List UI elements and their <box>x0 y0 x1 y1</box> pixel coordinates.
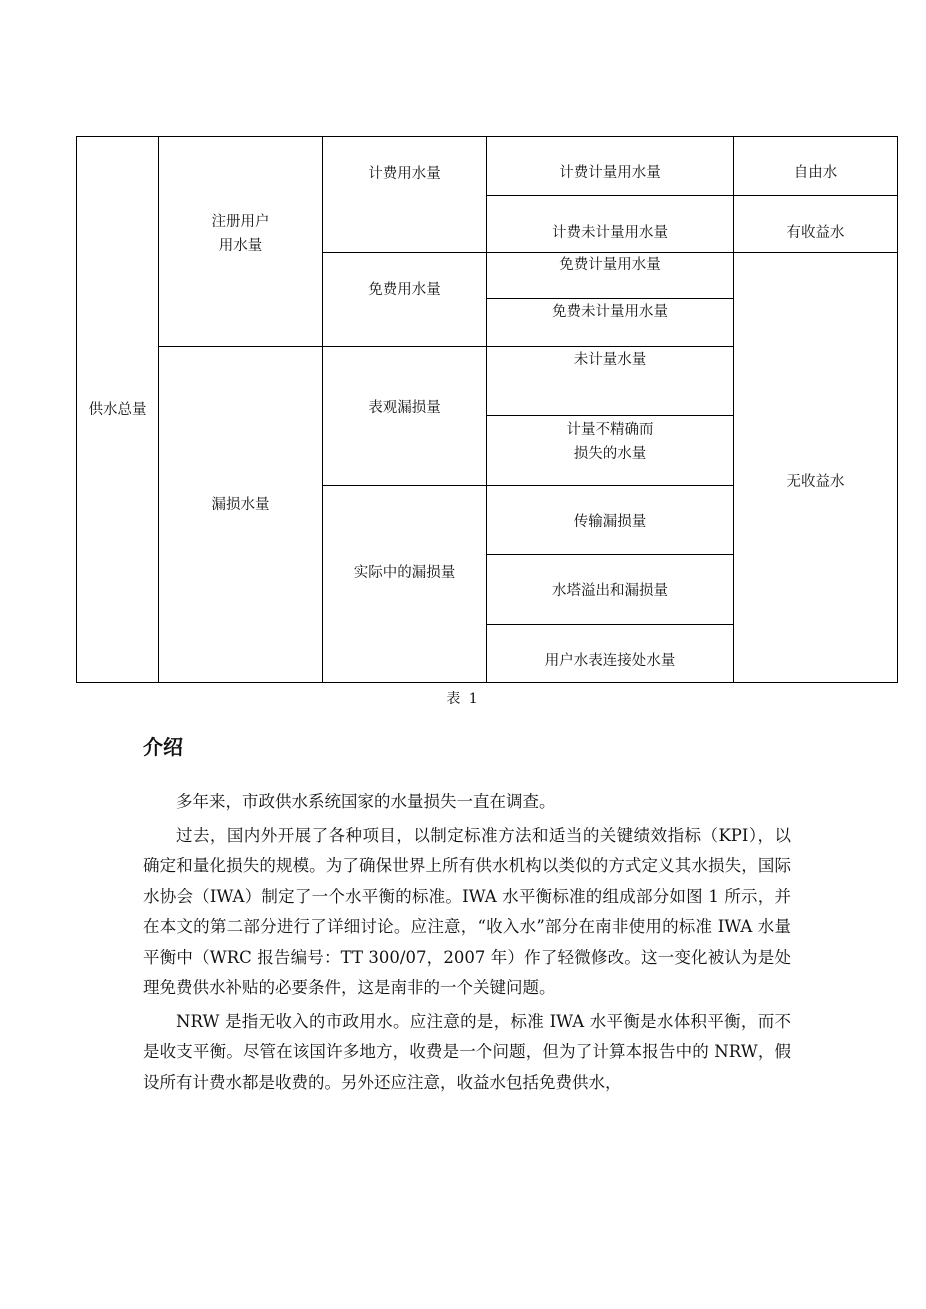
cell-non-revenue-water <box>734 253 897 711</box>
cell-text: 自由水 <box>793 165 838 181</box>
cell-text: 免费用水量 <box>368 281 441 298</box>
cell-text: 免费未计量用水量 <box>552 304 668 320</box>
cell-text: 未计量水量 <box>573 352 647 368</box>
cell-text: 实际中的漏损量 <box>353 565 456 581</box>
cell-text: 用户水表连接处水量 <box>544 653 676 669</box>
cell-text-line1: 计量不精确而 <box>566 422 654 438</box>
cell-real-losses <box>323 486 486 660</box>
cell-billed-consumption <box>323 162 486 192</box>
cell-text-line2: 损失的水量 <box>573 446 647 462</box>
cell-transmission-leakage <box>487 486 733 558</box>
cell-text: 无收益水 <box>786 474 845 490</box>
cell-unbilled-metered <box>487 253 733 277</box>
cell-text-line1: 注册用户 <box>211 214 270 230</box>
cell-text: 计费用水量 <box>368 166 441 182</box>
cell-billed-metered <box>487 137 733 209</box>
cell-free-water <box>734 137 897 209</box>
cell-metering-inaccuracy <box>487 416 733 468</box>
cell-text: 免费计量用水量 <box>559 257 661 273</box>
cell-text: 传输漏损量 <box>573 514 647 530</box>
cell-tower-overflow <box>487 555 733 627</box>
cell-apparent-losses <box>323 347 486 469</box>
cell-unbilled-unmetered <box>487 299 733 325</box>
cell-revenue-water <box>734 213 897 253</box>
cell-text: 计费计量用水量 <box>559 165 661 181</box>
cell-text: 水塔溢出和漏损量 <box>552 583 668 599</box>
cell-total-supply <box>77 137 158 682</box>
paragraph: NRW 是指无收入的市政用水。应注意的是，标准 IWA 水平衡是水体积平衡，而不是收支平衡。尽管在该国许多地方，收费是一个问题，但为了计算本报告中的 NRW，假设所有计费水都是收费的。另外还应注意，收益水包括免费供水， <box>143 1011 791 1092</box>
cell-text-line2: 用水量 <box>218 238 263 254</box>
table-border-right <box>897 136 898 683</box>
cell-registered-consumption <box>159 204 322 264</box>
cell-unbilled-consumption <box>323 253 486 326</box>
table-caption: 表 1 <box>446 691 480 707</box>
paragraph: 过去，国内外开展了各种项目，以制定标准方法和适当的关键绩效指标（KPI），以确定和量化损失的规模。为了确保世界上所有供水机构以类似的方式定义其水损失，国际水协会（IWA）制定了一个水平衡的标准。IWA 水平衡标准的组成部分如图 1 所示，并在本文的第二部分进行了详细讨论。应注意，“收入水”部分在南非使用的标准 IWA 水量平衡中（WRC 报告编号：TT 300/07，2007 年）作了轻微修改。这一变化被认为是处理免费供水补贴的必要条件，这是南非的一个关键问题。 <box>143 825 791 997</box>
body-text <box>143 787 791 1101</box>
cell-unmetered-water <box>487 348 733 372</box>
cell-water-losses <box>159 347 322 663</box>
cell-text: 表观漏损量 <box>368 400 441 416</box>
cell-text: 计费未计量用水量 <box>552 225 668 241</box>
cell-meter-connection <box>487 625 733 697</box>
paragraph: 多年来，市政供水系统国家的水量损失一直在调查。 <box>176 792 556 811</box>
cell-text: 漏损水量 <box>211 497 270 513</box>
section-heading: 介绍 <box>143 735 183 759</box>
cell-text: 有收益水 <box>786 225 845 241</box>
cell-billed-unmetered <box>487 213 733 253</box>
cell-text: 供水总量 <box>88 401 147 418</box>
